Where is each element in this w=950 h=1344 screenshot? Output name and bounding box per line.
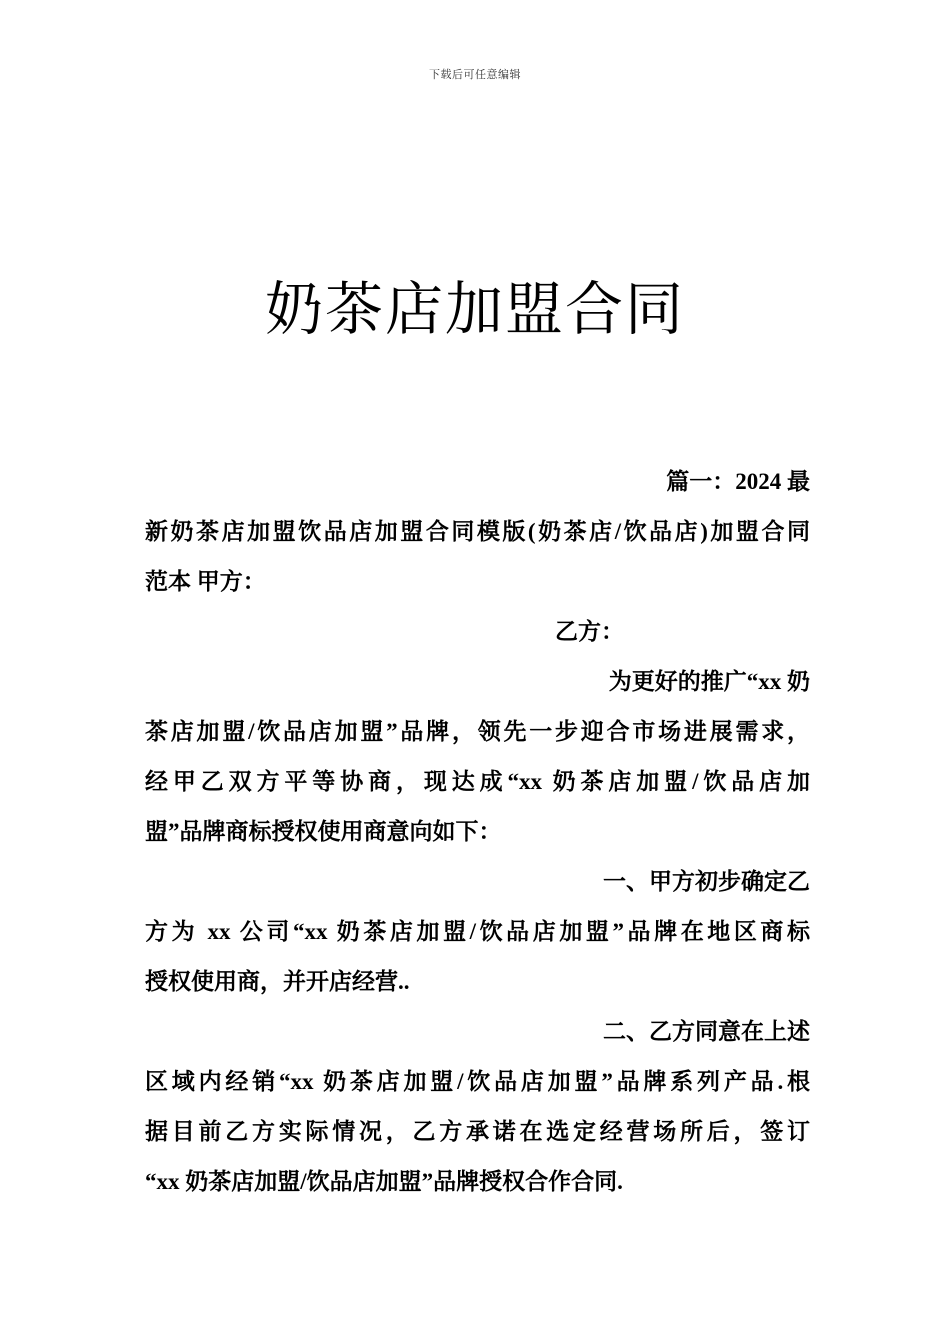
clause-two-line: 二、乙方同意在上述: [603, 1019, 810, 1044]
body-line: 盟”品牌商标授权使用商意向如下：: [145, 819, 502, 844]
body-line: 经甲乙双方平等协商，现达成“xx 奶茶店加盟/饮品店加: [145, 769, 810, 794]
body-line: 范本 甲方：: [145, 569, 266, 594]
page-header-note: 下载后可任意编辑: [429, 69, 521, 81]
body-line: 据目前乙方实际情况，乙方承诺在选定经营场所后，签订: [145, 1119, 810, 1144]
body-line: 为更好的推广“xx 奶: [608, 669, 810, 694]
document-body: [145, 457, 810, 1207]
document-title: 奶茶店加盟合同: [264, 277, 685, 342]
body-line: 方为 xx 公司“xx 奶茶店加盟/饮品店加盟”品牌在地区商标: [145, 919, 810, 944]
body-line: 茶店加盟/饮品店加盟”品牌，领先一步迎合市场进展需求，: [145, 719, 810, 744]
clause-one-line: 一、甲方初步确定乙: [603, 869, 810, 894]
body-line: 新奶茶店加盟饮品店加盟合同模版(奶茶店/饮品店)加盟合同: [145, 519, 810, 544]
section-heading-line: 篇一：2024 最: [666, 469, 810, 494]
body-line: 授权使用商，并开店经营..: [145, 969, 410, 994]
body-line: “xx 奶茶店加盟/饮品店加盟”品牌授权合作合同.: [145, 1169, 623, 1194]
body-line: 区域内经销“xx 奶茶店加盟/饮品店加盟”品牌系列产品.根: [145, 1069, 810, 1094]
party-b-line: 乙方：: [555, 619, 624, 644]
